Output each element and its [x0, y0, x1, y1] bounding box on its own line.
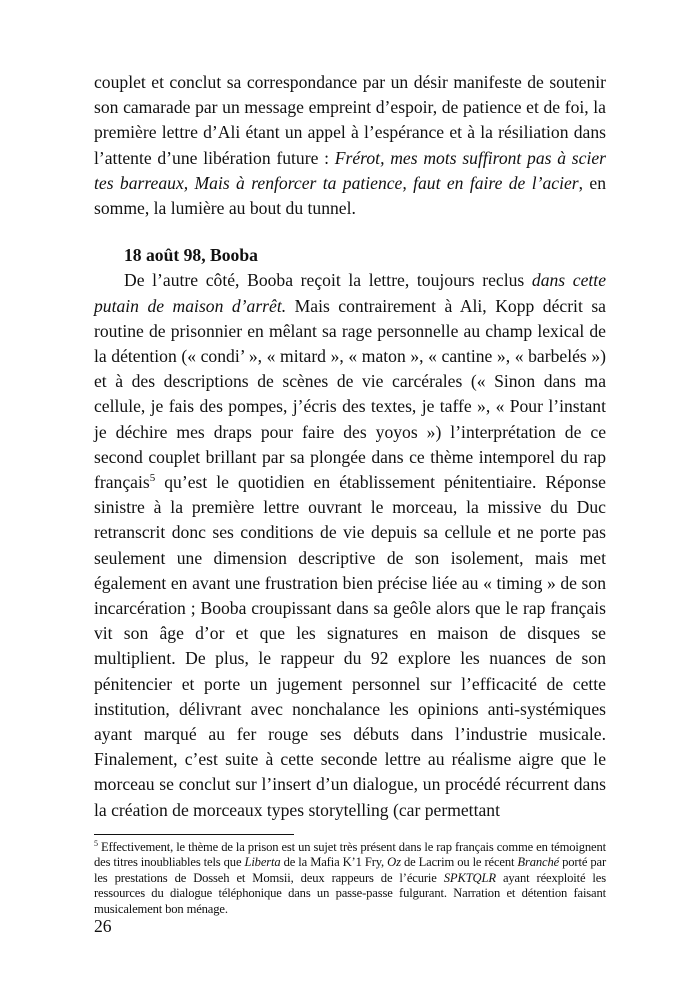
- paragraph-intro-conclusion: [94, 70, 606, 221]
- lyric-quote: Frérot, mes mots suffiront pas à scier tes barreaux, Mais à renforcer ta patience, faut en faire de l’acier: [94, 147, 606, 193]
- song-title: Oz: [387, 855, 401, 870]
- song-title: Liberta: [244, 855, 281, 870]
- footnote-text: porté par les prestations de Dosseh et Momsii, deux rappeurs de l’écurie: [94, 855, 606, 885]
- section-heading: 18 août 98, Booba: [124, 245, 258, 266]
- paragraph-text: De l’autre côté, Booba reçoit la lettre, toujours reclus: [124, 270, 532, 291]
- page-number: 26: [94, 916, 112, 936]
- footnote: [94, 840, 606, 917]
- paragraph-text: qu’est le quotidien en établissement pénitentiaire. Réponse sinistre à la première lettre ouvrant le morceau, la missive du Duc retranscrit donc ses conditions de vie depuis sa cellule et ne porte pas seulement une dimension descriptive de son isolement, mais met également en avant une frustration bien précise liée au « timing » de son incarcération ; Booba croupissant dans sa geôle alors que le rap français vit son âge d’or et que les signatures en maison de disques se multiplient. De plus, le rappeur du 92 explore les nuances de son pénitencier et porte un jugement personnel sur l’efficacité de cette institution, délivrant avec nonchalance les opinions anti-systémiques ayant marqué au fer rouge ses débuts dans l’industrie musicale. Finalement, c’est suite à cette seconde lettre au réalisme aigre que le morceau se conclut sur l’insert d’un dialogue, un procédé récurrent dans la création de morceaux types storytelling (car permettant: [94, 472, 606, 820]
- paragraph-text: couplet et conclut sa correspondance par un désir manifeste de soutenir son camarade par un message empreint d’espoir, de patience et de foi, la première lettre d’Ali étant un appel à l’espérance et à la résiliation dans l’attente d’une libération future :: [94, 72, 606, 168]
- footnote-number: 5: [94, 838, 98, 848]
- paragraph-text: , en somme, la lumière au bout du tunnel.: [94, 172, 607, 219]
- footnote-text: ayant réexploité les ressources du dialogue téléphonique dans un passe-passe fulgurant. Narration et détention faisant musicalement bon ménage.: [94, 870, 606, 916]
- footnote-reference[interactable]: 5: [149, 472, 156, 485]
- label-name: SPKTQLR: [443, 870, 496, 885]
- lyric-quote: dans cette putain de maison d’arrêt.: [94, 270, 606, 316]
- footnote-text: de Lacrim ou le récent: [400, 855, 518, 870]
- paragraph-booba: [94, 268, 606, 822]
- footnote-divider: [94, 834, 294, 835]
- paragraph-text: Mais contrairement à Ali, Kopp décrit sa routine de prisonnier en mêlant sa rage personnelle au champ lexical de la détention (« condi’ », « mitard », « maton », « cantine », « barbelés ») et à des descriptions de scènes de vie carcérales (« Sinon dans ma cellule, je fais des pompes, j’écris des textes, je taffe », « Pour l’instant je déchire mes draps pour faire des yoyos ») l’interprétation de ce second couplet brillant par sa plongée dans ce thème intemporel du rap français: [94, 295, 606, 493]
- song-title: Branché: [517, 855, 560, 870]
- page-body: [94, 70, 606, 823]
- footnote-text: Effectivement, le thème de la prison est un sujet très présent dans le rap français comme en témoignent des titres inoubliables tels que: [94, 840, 606, 870]
- footnote-text: de la Mafia K’1 Fry,: [280, 855, 388, 870]
